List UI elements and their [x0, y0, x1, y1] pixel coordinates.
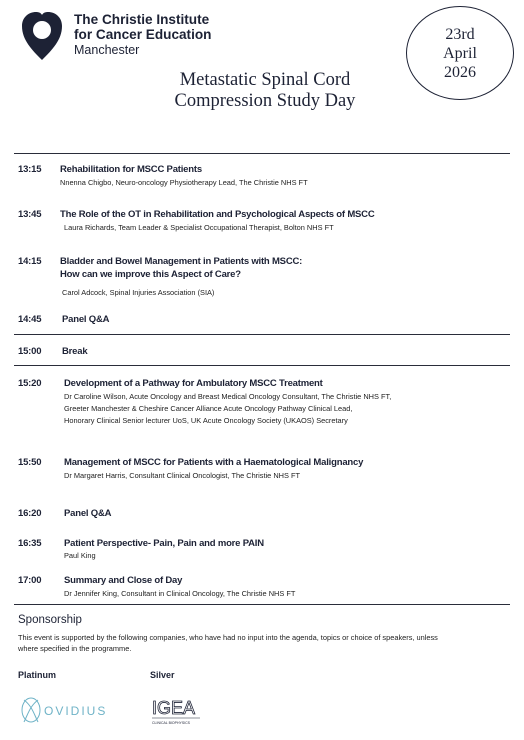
agenda-time: 14:45: [18, 314, 42, 325]
org-name-line1: The Christie Institute: [74, 12, 210, 27]
agenda-time: 13:15: [18, 164, 42, 175]
org-name: [74, 13, 211, 42]
ovidius-logo-text: OVIDIUS: [44, 704, 108, 718]
agenda-title: Break: [62, 346, 88, 357]
title-line2: Compression Study Day: [174, 91, 356, 111]
agenda-time: 17:00: [18, 575, 42, 586]
agenda-title: Bladder and Bowel Management in Patients with MSCC:: [60, 256, 303, 267]
agenda-detail: Dr Jennifer King, Consultant in Clinical Oncology, The Christie NHS FT: [64, 589, 296, 598]
date-year: 2026: [444, 63, 476, 81]
bottom-divider: [14, 604, 510, 605]
top-divider: [14, 153, 510, 154]
sponsorship-text-line2: where specified in the programme.: [18, 643, 132, 653]
agenda-time: 16:20: [18, 508, 42, 519]
agenda-time: 13:45: [18, 209, 42, 220]
agenda-detail: Greeter Manchester & Cheshire Cancer Alliance Acute Oncology Pathway Clinical Lead,: [64, 404, 353, 413]
break-divider-bottom: [14, 365, 510, 366]
agenda-detail: Dr Caroline Wilson, Acute Oncology and Breast Medical Oncology Consultant, The Christie NHS FT,: [64, 392, 392, 401]
agenda-title: Panel Q&A: [62, 314, 110, 325]
agenda-detail: Carol Adcock, Spinal Injuries Association (SIA): [62, 288, 215, 297]
ovidius-logo: [18, 692, 128, 726]
agenda-title: Patient Perspective- Pain, Pain and more PAIN: [64, 538, 264, 549]
agenda-time: 16:35: [18, 538, 42, 549]
agenda-detail: Paul King: [64, 551, 96, 560]
org-name-line2: for Cancer Education: [74, 26, 212, 42]
title-line1: Metastatic Spinal Cord: [179, 70, 351, 90]
igea-logo: [150, 692, 220, 728]
agenda-title: Rehabilitation for MSCC Patients: [60, 164, 202, 175]
ovidius-mark-icon: [22, 698, 40, 722]
sponsorship-heading: Sponsorship: [18, 614, 82, 626]
agenda-detail: Laura Richards, Team Leader & Specialist Occupational Therapist, Bolton NHS FT: [64, 223, 334, 232]
agenda-time: 15:20: [18, 378, 42, 389]
platinum-label: Platinum: [18, 670, 57, 680]
agenda-title: Management of MSCC for Patients with a Haematological Malignancy: [64, 457, 364, 468]
silver-label: Silver: [150, 670, 175, 680]
agenda-title: Panel Q&A: [64, 508, 112, 519]
sponsorship-text-line1: This event is supported by the following companies, who have had no input into the agenda, topics or choice of speakers, unless: [18, 633, 438, 642]
agenda-time: 14:15: [18, 256, 42, 267]
agenda-detail: Dr Margaret Harris, Consultant Clinical Oncologist, The Christie NHS FT: [64, 471, 301, 480]
agenda-title: Development of a Pathway for Ambulatory MSCC Treatment: [64, 378, 323, 389]
agenda-title: Summary and Close of Day: [64, 575, 183, 586]
agenda-title: How can we improve this Aspect of Care?: [60, 269, 241, 280]
igea-logo-text: IGEA: [152, 698, 196, 718]
igea-logo-subtext: CLINICAL BIOPHYSICS: [152, 721, 190, 725]
agenda-title: The Role of the OT in Rehabilitation and Psychological Aspects of MSCC: [60, 209, 375, 220]
heart-logo-icon: [20, 10, 64, 62]
agenda-time: 15:00: [18, 346, 42, 357]
agenda-time: 15:50: [18, 457, 42, 468]
page-title: [100, 70, 430, 112]
break-divider-top: [14, 334, 510, 335]
agenda-detail: Honorary Clinical Senior lecturer UoS, UK Acute Oncology Society (UKAOS) Secretary: [64, 416, 348, 425]
agenda-detail: Nnenna Chigbo, Neuro-oncology Physiotherapy Lead, The Christie NHS FT: [60, 178, 308, 187]
date-day: 23rd: [445, 25, 475, 43]
org-city: Manchester: [74, 43, 140, 57]
sponsorship-text: [18, 633, 508, 654]
date-month: April: [443, 44, 477, 62]
